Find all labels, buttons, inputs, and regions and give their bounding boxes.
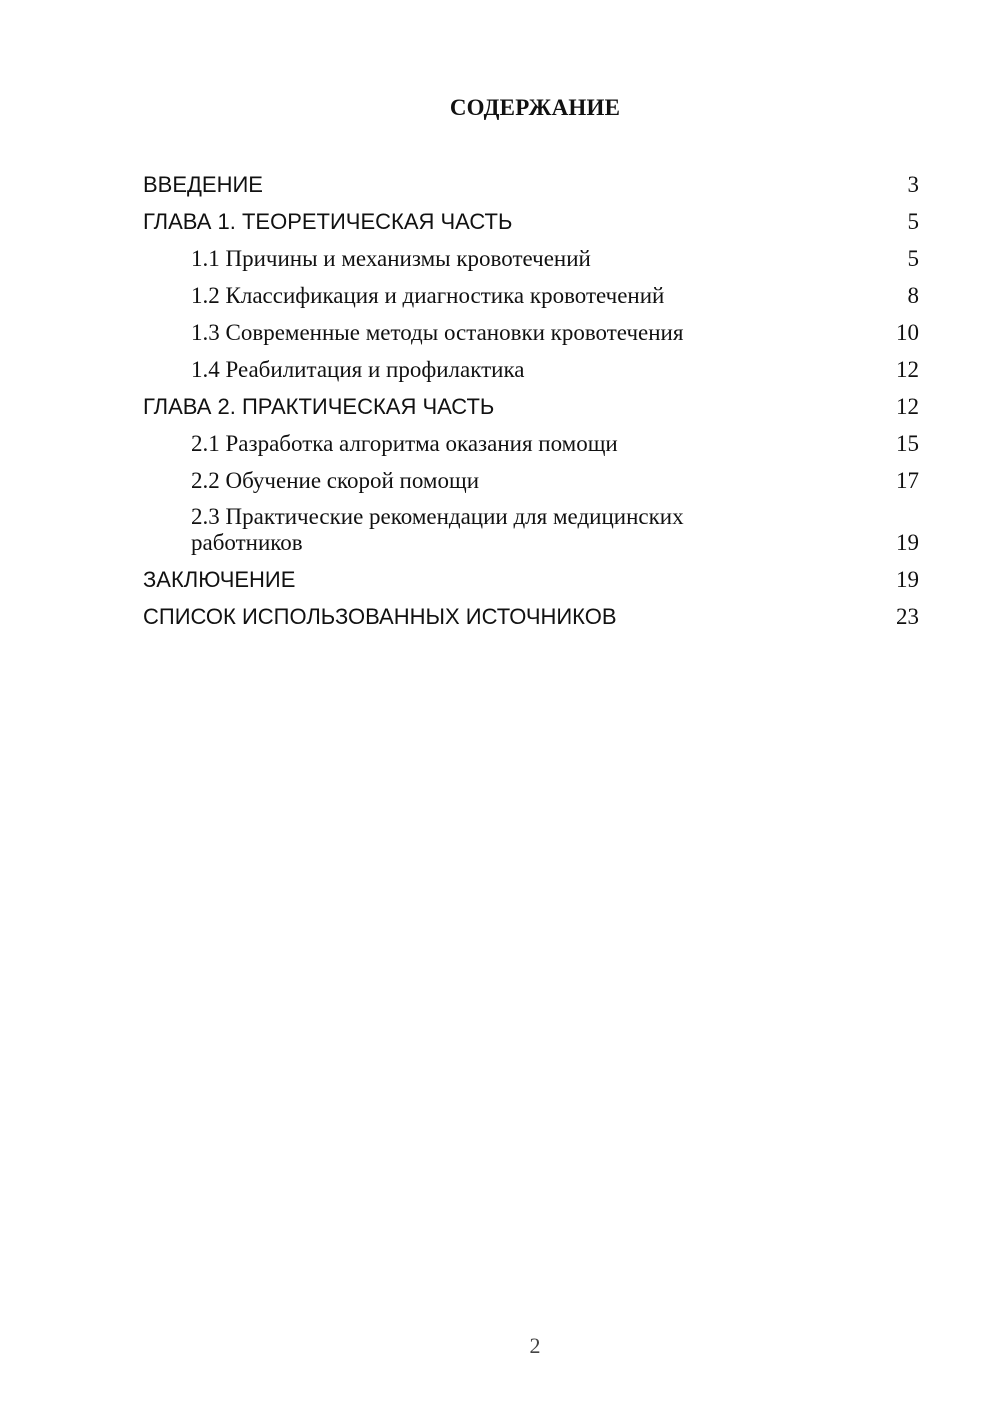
toc-entry-label: 1.1 Причины и механизмы кровотечений (191, 246, 591, 271)
toc-entry-label: 1.4 Реабилитация и профилактика (191, 357, 525, 382)
toc-entry-page: 5 (907, 209, 919, 234)
toc-entry-page: 10 (896, 320, 919, 345)
toc-entry-label: ГЛАВА 1. ТЕОРЕТИЧЕСКАЯ ЧАСТЬ (143, 209, 513, 234)
toc-entry-page: 3 (907, 172, 919, 197)
toc-entry-label: 2.3 Практические рекомендации для медицинских работников (191, 504, 684, 555)
toc-entry-section-1-3[interactable] (143, 314, 919, 351)
toc-entry-page: 8 (907, 283, 919, 308)
toc-entry-section-2-3[interactable] (143, 499, 919, 561)
toc-entry-page: 12 (896, 357, 919, 382)
toc-entry-section-2-1[interactable] (143, 425, 919, 462)
toc-entry-label: ГЛАВА 2. ПРАКТИЧЕСКАЯ ЧАСТЬ (143, 394, 495, 419)
toc-entry-label: ВВЕДЕНИЕ (143, 172, 263, 197)
toc-entry-page: 17 (896, 468, 919, 493)
toc-entry-label: ЗАКЛЮЧЕНИЕ (143, 567, 296, 592)
toc-entry-chapter-1[interactable] (143, 203, 919, 240)
toc-entry-section-2-2[interactable] (143, 462, 919, 499)
table-of-contents (143, 166, 919, 635)
toc-entry-page: 5 (907, 246, 919, 271)
page-number: 2 (529, 1333, 541, 1358)
toc-entry-introduction[interactable] (143, 166, 919, 203)
toc-entry-conclusion[interactable] (143, 561, 919, 598)
toc-entry-label: 1.2 Классификация и диагностика кровотечений (191, 283, 665, 308)
toc-entry-page: 12 (896, 394, 919, 419)
toc-entry-label: СПИСОК ИСПОЛЬЗОВАННЫХ ИСТОЧНИКОВ (143, 604, 617, 629)
toc-entry-label: 1.3 Современные методы остановки кровотечения (191, 320, 684, 345)
toc-entry-section-1-4[interactable] (143, 351, 919, 388)
toc-entry-page: 23 (896, 604, 919, 629)
toc-entry-page: 15 (896, 431, 919, 456)
toc-entry-page: 19 (896, 530, 919, 555)
toc-entry-section-1-2[interactable] (143, 277, 919, 314)
toc-entry-chapter-2[interactable] (143, 388, 919, 425)
toc-entry-label: 2.1 Разработка алгоритма оказания помощи (191, 431, 618, 456)
page-title: СОДЕРЖАНИЕ (449, 95, 621, 120)
toc-entry-section-1-1[interactable] (143, 240, 919, 277)
toc-entry-page: 19 (896, 567, 919, 592)
toc-entry-label: 2.2 Обучение скорой помощи (191, 468, 480, 493)
toc-entry-references[interactable] (143, 598, 919, 635)
